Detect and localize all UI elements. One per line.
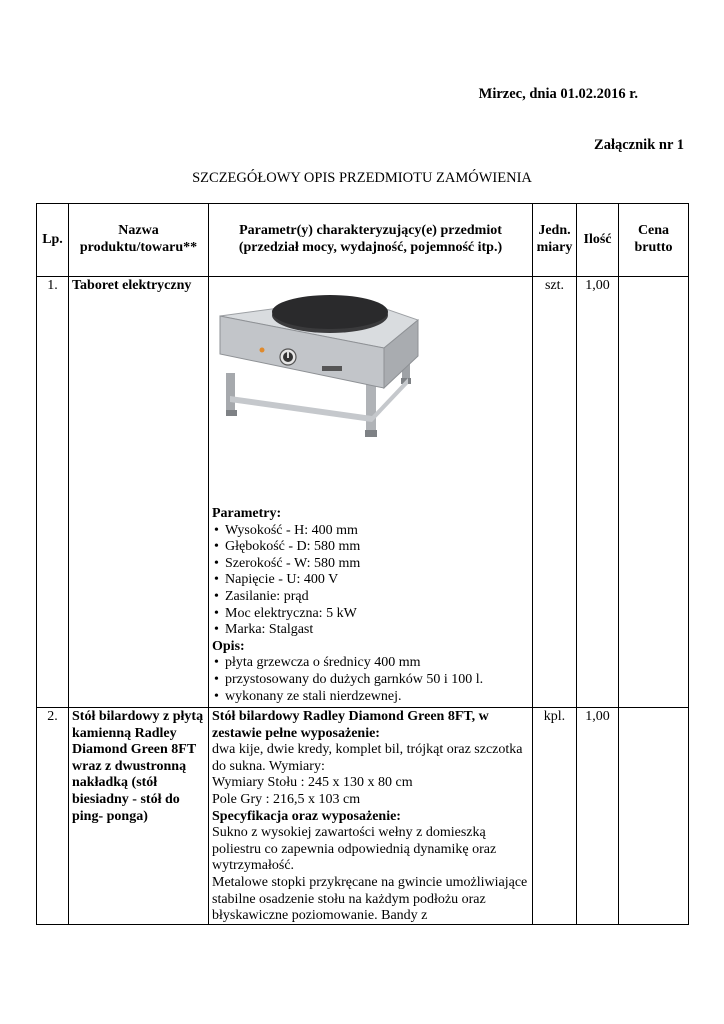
row-qty: 1,00 <box>577 708 619 925</box>
row-product-name: Stół bilardowy z płytą kamienną Radley Diamond Green 8FT wraz z dwustronną nakładką (stół biesiadny - stół do ping- ponga) <box>69 708 209 925</box>
list-item: • wykonany ze stali nierdzewnej. <box>212 689 529 706</box>
list-item: • Głębokość - D: 580 mm <box>212 539 529 556</box>
description-list <box>212 655 529 705</box>
list-item: • Zasilanie: prąd <box>212 589 529 606</box>
list-item: • Szerokość - W: 580 mm <box>212 556 529 573</box>
header-unit: Jedn. miary <box>533 204 577 277</box>
header-lp: Lp. <box>37 204 69 277</box>
list-item: • Wysokość - H: 400 mm <box>212 523 529 540</box>
list-item: • płyta grzewcza o średnicy 400 mm <box>212 655 529 672</box>
list-item: • Moc elektryczna: 5 kW <box>212 606 529 623</box>
product-text: Pole Gry : 216,5 x 103 cm <box>212 791 361 807</box>
list-item: • Marka: Stalgast <box>212 622 529 639</box>
header-params: Parametr(y) charakteryzujący(e) przedmiot (przedział mocy, wydajność, pojemność itp.) <box>209 204 533 277</box>
product-text: Wymiary Stołu : 245 x 130 x 80 cm <box>212 775 413 791</box>
row-lp: 1. <box>37 277 69 708</box>
row-unit: kpl. <box>533 708 577 925</box>
params-list <box>212 523 529 639</box>
row-price <box>619 708 689 925</box>
table-row <box>37 708 689 925</box>
row-params <box>209 708 533 925</box>
list-item: • przystosowany do dużych garnków 50 i 100 l. <box>212 672 529 689</box>
place-date: Mirzec, dnia 01.02.2016 r. <box>478 86 638 102</box>
header-price: Cena brutto <box>619 204 689 277</box>
row-lp: 2. <box>37 708 69 925</box>
product-text: dwa kije, dwie kredy, komplet bil, trójkąt oraz szczotka do sukna. Wymiary: <box>212 742 523 774</box>
product-text: Sukno z wysokiej zawartości wełny z domieszką poliestru co zapewnia odpowiednią dynamikę oraz wytrzymałość. <box>212 825 497 874</box>
attachment-label: Załącznik nr 1 <box>594 137 684 153</box>
spec-heading: Specyfikacja oraz wyposażenie: <box>212 808 401 824</box>
row-product-name: Taboret elektryczny <box>69 277 209 708</box>
row-unit: szt. <box>533 277 577 708</box>
row-qty: 1,00 <box>577 277 619 708</box>
description-heading: Opis: <box>212 638 245 654</box>
header-name: Nazwa produktu/towaru** <box>69 204 209 277</box>
params-heading: Parametry: <box>212 506 282 521</box>
electric-stove-image <box>212 278 529 506</box>
specification-table <box>36 203 689 925</box>
product-heading: Stół bilardowy Radley Diamond Green 8FT, w zestawie pełne wyposażenie: <box>212 709 489 741</box>
row-price <box>619 277 689 708</box>
list-item: • Napięcie - U: 400 V <box>212 572 529 589</box>
row-params <box>209 277 533 708</box>
table-header-row <box>37 204 689 277</box>
product-text: Metalowe stopki przykręcane na gwincie umożliwiające stabilne osadzenie stołu na każdym podłożu oraz błyskawiczne poziomowanie. Bandy z <box>212 874 528 923</box>
header-qty: Ilość <box>577 204 619 277</box>
document-title: SZCZEGÓŁOWY OPIS PRZEDMIOTU ZAMÓWIENIA <box>192 170 532 186</box>
table-row <box>37 277 689 708</box>
